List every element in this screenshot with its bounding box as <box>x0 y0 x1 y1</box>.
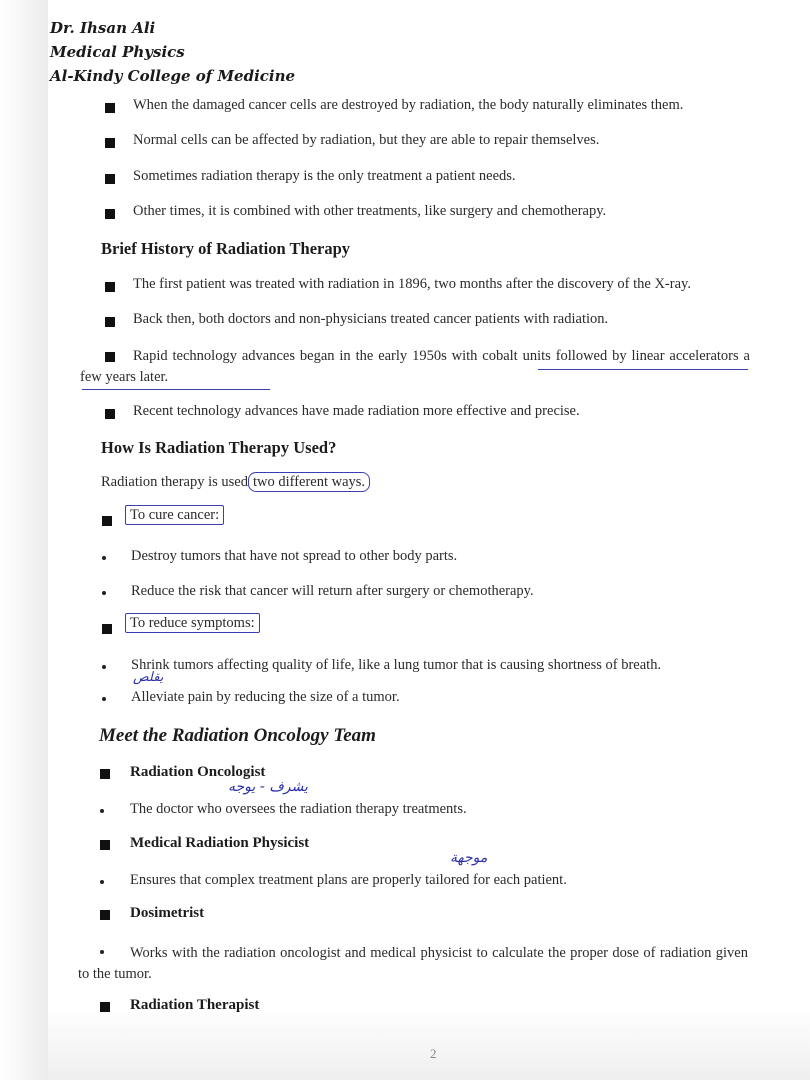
document-header <box>50 16 295 88</box>
bullet-dot-icon <box>102 556 106 560</box>
scan-shadow-left <box>0 0 48 1080</box>
usage-heading: How Is Radiation Therapy Used? <box>101 438 337 457</box>
bullet-square-icon <box>105 409 115 419</box>
bullet-square-icon <box>105 282 115 292</box>
usage-intro <box>101 474 370 491</box>
role-title: Dosimetrist <box>130 905 205 921</box>
bullet-square-icon <box>102 516 112 526</box>
role-title: Medical Radiation Physicist <box>130 835 310 851</box>
bullet-dot-icon <box>102 591 106 595</box>
bullet-square-icon <box>100 1002 110 1012</box>
bullet-square-icon <box>100 769 110 779</box>
history-bullet: Rapid technology advances began in the early 1950s with cobalt units followed by linear accelerators a few years later. <box>80 348 750 385</box>
symptoms-label <box>125 615 260 632</box>
bullet-square-icon <box>105 174 115 184</box>
symptoms-label-text: To reduce symptoms: <box>125 613 260 633</box>
symptoms-point: Alleviate pain by reducing the size of a tumor. <box>131 689 400 705</box>
history-bullet: The first patient was treated with radiation in 1896, two months after the discovery of the X-ray. <box>133 276 691 292</box>
cure-label <box>125 507 224 524</box>
handwritten-note-tailored: موجهة <box>450 850 488 866</box>
intro-bullet: Other times, it is combined with other treatments, like surgery and chemotherapy. <box>133 203 607 219</box>
cure-point: Reduce the risk that cancer will return after surgery or chemotherapy. <box>131 583 534 599</box>
handwritten-note-shrink: يقلص <box>133 670 164 685</box>
page-number: 2 <box>430 1046 437 1061</box>
bullet-square-icon <box>100 910 110 920</box>
cure-point: Destroy tumors that have not spread to other body parts. <box>131 548 458 564</box>
handwritten-note-oversees: يشرف - يوجه <box>228 779 308 795</box>
role-description: Ensures that complex treatment plans are properly tailored for each patient. <box>130 872 567 888</box>
bullet-square-icon <box>105 138 115 148</box>
bullet-square-icon <box>105 317 115 327</box>
history-bullet: Back then, both doctors and non-physicians treated cancer patients with radiation. <box>133 311 609 327</box>
scan-shadow-bottom <box>48 1005 810 1080</box>
pen-underline <box>82 389 270 390</box>
bullet-square-icon <box>105 209 115 219</box>
symptoms-point: Shrink tumors affecting quality of life, like a lung tumor that is causing shortness of breath. <box>131 657 662 673</box>
bullet-dot-icon <box>102 665 106 669</box>
role-title: Radiation Therapist <box>130 997 260 1013</box>
bullet-dot-icon <box>100 880 104 884</box>
pen-underline <box>538 369 748 370</box>
role-title: Radiation Oncologist <box>130 764 266 780</box>
usage-intro-boxed: two different ways. <box>248 472 370 492</box>
role-description: Works with the radiation oncologist and medical physicist to calculate the proper dose of radiation given to the tumor. <box>78 945 748 982</box>
role-description: The doctor who oversees the radiation therapy treatments. <box>130 801 467 817</box>
history-bullet: Recent technology advances have made radiation more effective and precise. <box>133 403 580 419</box>
intro-bullet: When the damaged cancer cells are destroyed by radiation, the body naturally eliminates them. <box>133 97 684 113</box>
intro-bullet: Normal cells can be affected by radiation, but they are able to repair themselves. <box>133 132 600 148</box>
usage-intro-text: Radiation therapy is used <box>101 474 248 490</box>
course-name: Medical Physics <box>50 43 185 61</box>
author-name: Dr. Ihsan Ali <box>50 19 156 37</box>
bullet-square-icon <box>100 840 110 850</box>
bullet-dot-icon <box>100 809 104 813</box>
team-heading: Meet the Radiation Oncology Team <box>99 725 376 746</box>
bullet-dot-icon <box>102 697 106 701</box>
bullet-square-icon <box>102 624 112 634</box>
cure-label-text: To cure cancer: <box>125 505 224 525</box>
intro-bullet: Sometimes radiation therapy is the only treatment a patient needs. <box>133 168 516 184</box>
bullet-square-icon <box>105 103 115 113</box>
history-heading: Brief History of Radiation Therapy <box>101 239 351 258</box>
college-name: Al-Kindy College of Medicine <box>50 67 296 85</box>
